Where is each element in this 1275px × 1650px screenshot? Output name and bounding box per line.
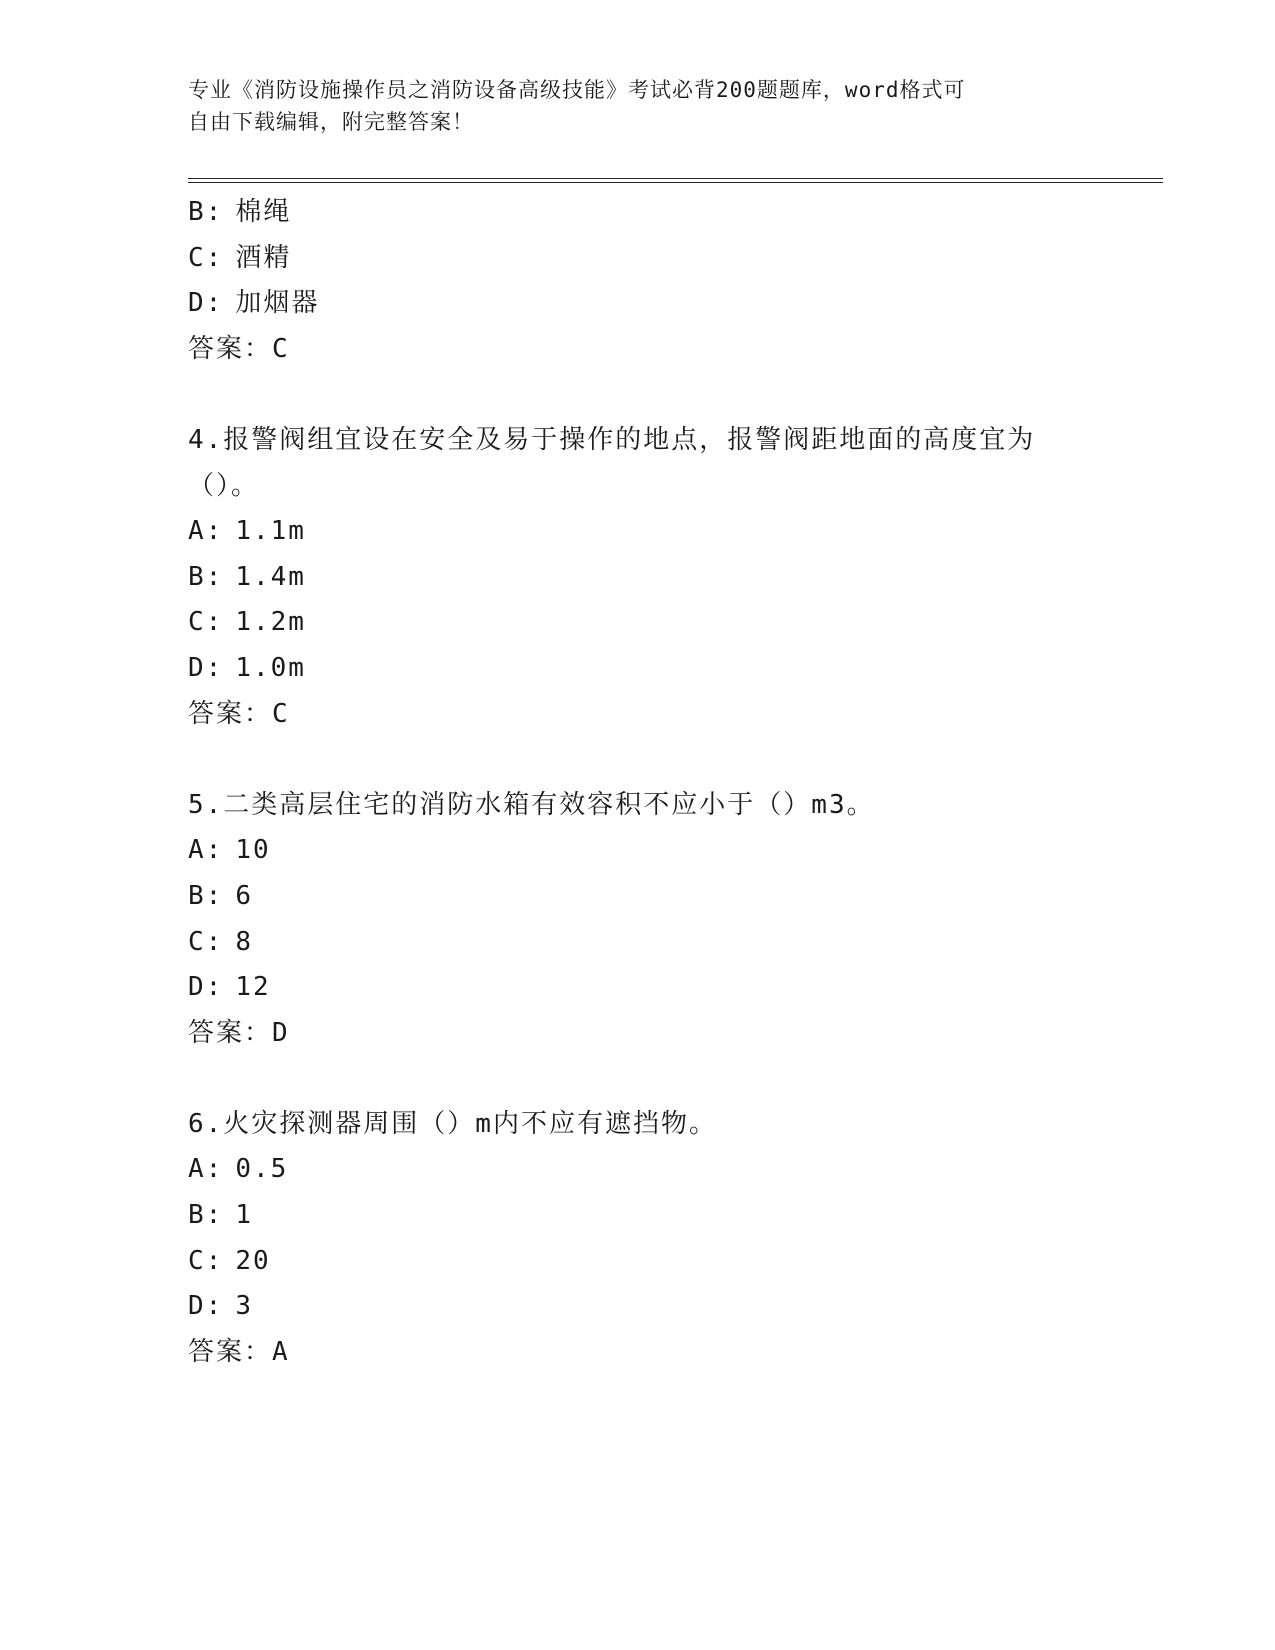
header-divider (188, 178, 1163, 183)
option-text: 1.2m (235, 607, 306, 638)
option-b: B: 1 (188, 1200, 253, 1231)
option-a: A: 1.1m (188, 516, 306, 547)
option-b: B: 6 (188, 880, 253, 911)
question-block-4 (188, 418, 1088, 737)
answer-line: 答案：C (188, 698, 290, 729)
option-c: C: 8 (188, 926, 253, 957)
question-block-3 (188, 190, 1088, 372)
option-c: C: 酒精 (188, 242, 292, 273)
spacer (188, 1056, 1088, 1102)
option-d: D: 1.0m (188, 652, 306, 683)
option-text: 加烟器 (235, 288, 320, 319)
option-a: A: 10 (188, 835, 271, 866)
option-d: D: 加烟器 (188, 288, 320, 319)
option-text: 6 (235, 880, 253, 911)
document-header (188, 74, 1088, 138)
spacer (188, 737, 1088, 783)
option-text: 12 (235, 972, 271, 1003)
question-stem: 5.二类高层住宅的消防水箱有效容积不应小于（）m3。 (188, 789, 875, 820)
option-b: B: 1.4m (188, 561, 306, 592)
option-text: 0.5 (235, 1154, 289, 1185)
question-stem: 6.火灾探测器周围（）m内不应有遮挡物。 (188, 1108, 717, 1139)
option-text: 1 (235, 1200, 253, 1231)
option-text: 棉绳 (235, 197, 292, 227)
option-text: 3 (235, 1291, 253, 1322)
question-block-6 (188, 1102, 1088, 1376)
option-c: C: 20 (188, 1245, 271, 1276)
option-text: 酒精 (235, 242, 292, 273)
answer-line: 答案：A (188, 1336, 290, 1367)
option-text: 10 (235, 835, 271, 866)
option-text: 1.4m (235, 561, 306, 592)
header-line-1: 专业《消防设施操作员之消防设备高级技能》考试必背200题题库，word格式可 (188, 78, 966, 102)
question-block-5 (188, 783, 1088, 1057)
answer-line: 答案：D (188, 1017, 290, 1048)
header-line-2: 自由下载编辑，附完整答案！ (188, 110, 474, 134)
option-d: D: 12 (188, 972, 271, 1003)
option-b: B: 棉绳 (188, 197, 292, 227)
answer-line: 答案：C (188, 333, 290, 364)
question-list (188, 190, 1088, 1375)
option-a: A: 0.5 (188, 1154, 289, 1185)
option-text: 1.0m (235, 652, 306, 683)
option-text: 1.1m (235, 516, 306, 547)
question-stem-continued: （）。 (188, 470, 260, 501)
question-stem: 4.报警阀组宜设在安全及易于操作的地点，报警阀距地面的高度宜为 (188, 424, 1036, 455)
option-text: 20 (235, 1245, 271, 1276)
option-text: 8 (235, 926, 253, 957)
option-c: C: 1.2m (188, 607, 306, 638)
option-d: D: 3 (188, 1291, 253, 1322)
spacer (188, 372, 1088, 418)
